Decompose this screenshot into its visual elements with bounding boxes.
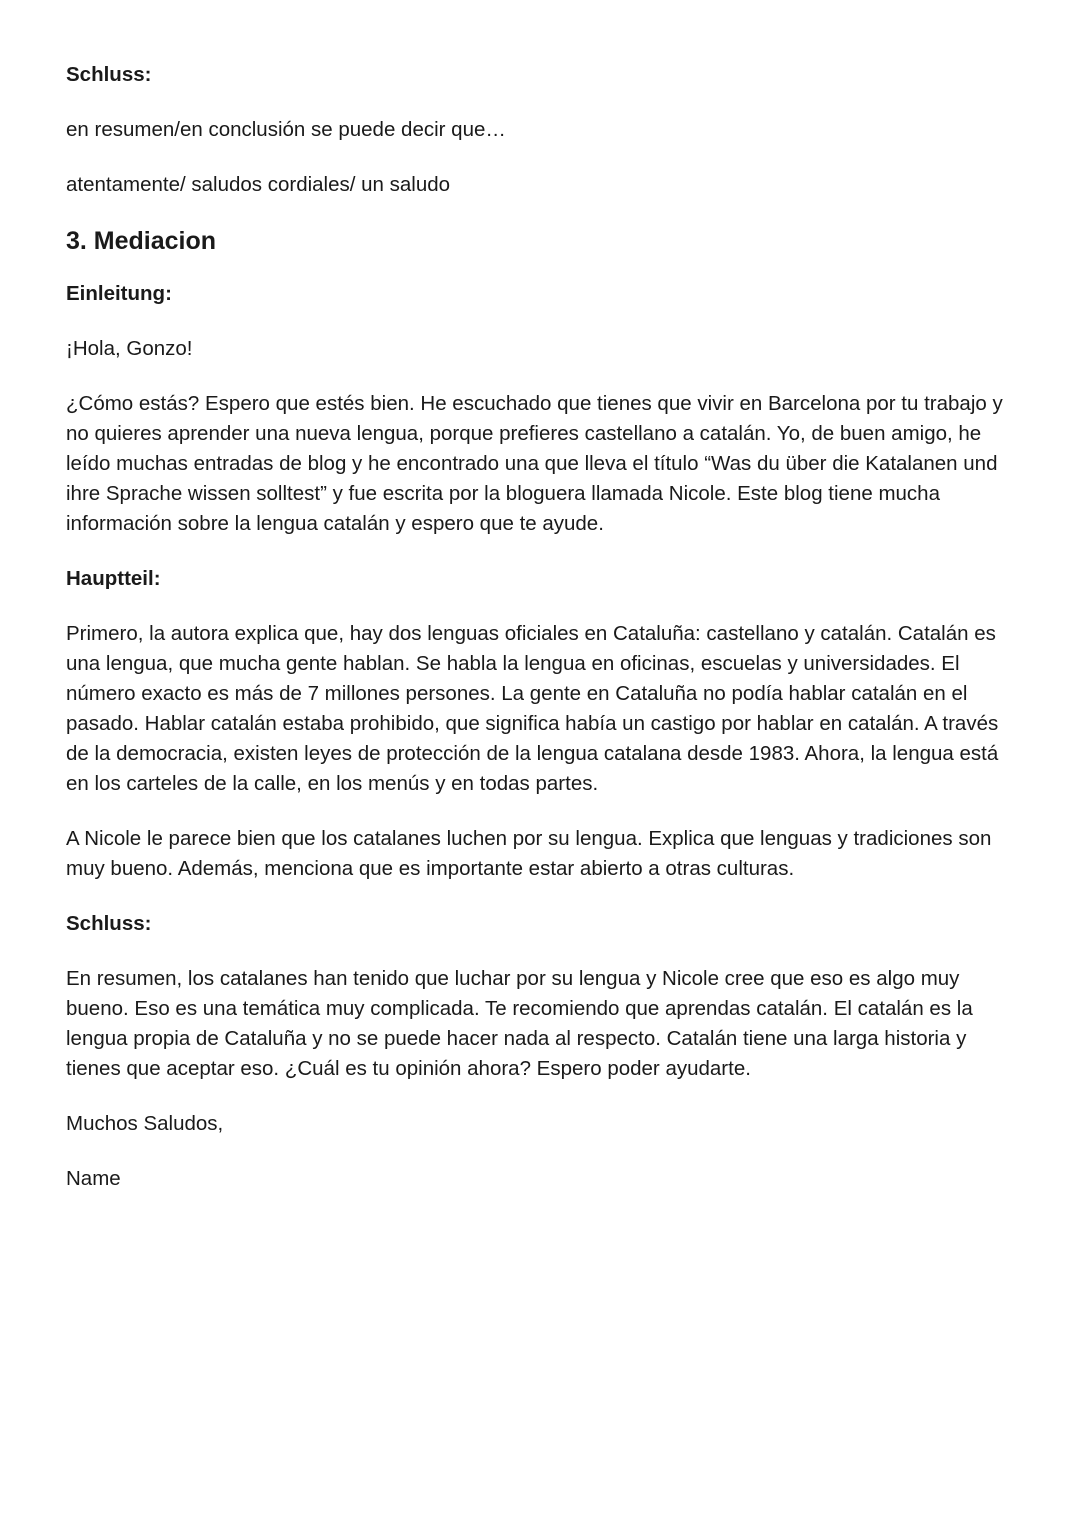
section-title-mediacion: 3. Mediacion: [66, 227, 217, 255]
schluss-phrase-2: atentamente/ saludos cordiales/ un saludo: [66, 173, 451, 196]
schluss-heading: Schluss:: [66, 912, 152, 935]
schluss-heading-previous: Schluss:: [66, 63, 152, 86]
hauptteil-heading: Hauptteil:: [66, 567, 161, 590]
signature: Name: [66, 1167, 121, 1190]
hauptteil-paragraph-2: A Nicole le parece bien que los catalanes luchen por su lengua. Explica que lenguas y tradiciones son muy bueno. Además, menciona que es importante estar abierto a otras culturas.: [66, 827, 992, 880]
greeting: ¡Hola, Gonzo!: [66, 337, 193, 360]
closing: Muchos Saludos,: [66, 1112, 224, 1135]
hauptteil-paragraph-1: Primero, la autora explica que, hay dos lenguas oficiales en Cataluña: castellano y catalán. Catalán es una lengua, que mucha gente hablan. Se habla la lengua en oficinas, escuelas y universidades. El número exacto es más de 7 millones persones. La gente en Cataluña no podía hablar catalán en el pasado. Hablar catalán estaba prohibido, que significa había un castigo por hablar en catalán. A través de la democracia, existen leyes de protección de la lengua catalana desde 1983. Ahora, la lengua está en los carteles de la calle, en los menús y en todas partes.: [66, 622, 999, 795]
document-page: [66, 60, 1018, 1219]
einleitung-heading: Einleitung:: [66, 282, 172, 305]
einleitung-paragraph: ¿Cómo estás? Espero que estés bien. He escuchado que tienes que vivir en Barcelona por tu trabajo y no quieres aprender una nueva lengua, porque prefieres castellano a catalán. Yo, de buen amigo, he leído muchas entradas de blog y he encontrado una que lleva el título “Was du über die Katalanen und ihre Sprache wissen solltest” y fue escrita por la bloguera llamada Nicole. Este blog tiene mucha información sobre la lengua catalán y espero que te ayude.: [66, 392, 1003, 535]
schluss-phrase-1: en resumen/en conclusión se puede decir que…: [66, 118, 506, 141]
schluss-paragraph: En resumen, los catalanes han tenido que luchar por su lengua y Nicole cree que eso es algo muy bueno. Eso es una temática muy complicada. Te recomiendo que aprendas catalán. El catalán es la lengua propia de Cataluña y no se puede hacer nada al respecto. Catalán tiene una larga historia y tienes que aceptar eso. ¿Cuál es tu opinión ahora? Espero poder ayudarte.: [66, 967, 973, 1080]
